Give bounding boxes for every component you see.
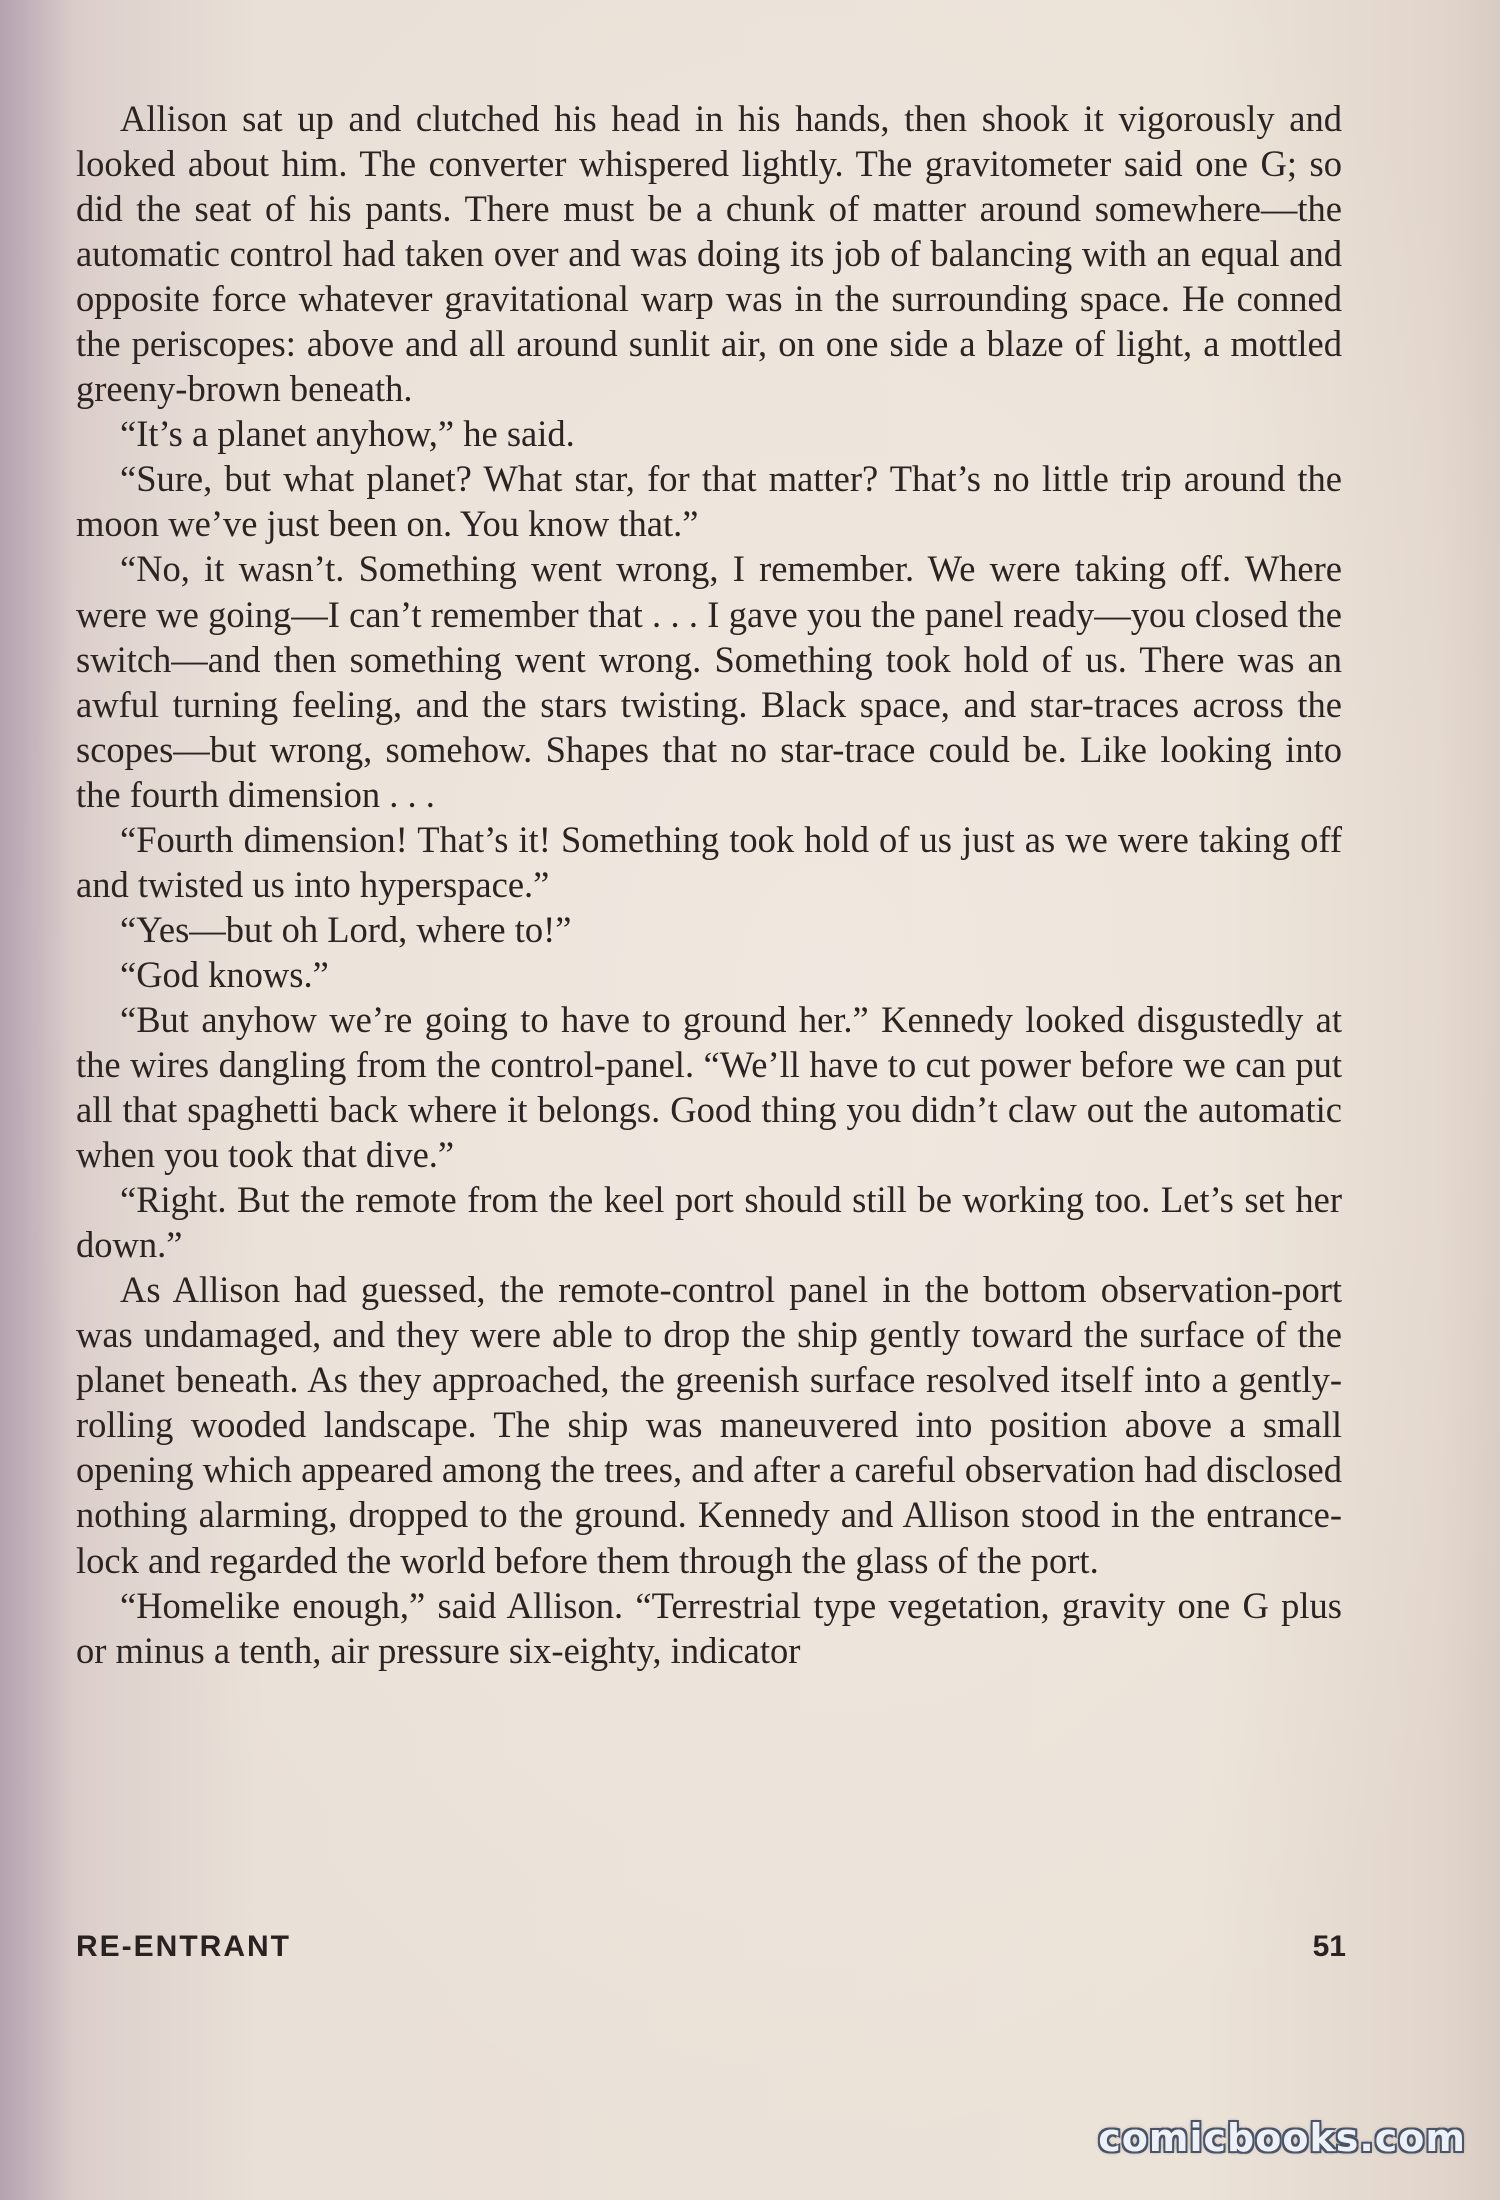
- paragraph-10: As Allison had guessed, the remote-control panel in the bottom observation-port was undamaged, and they were able to drop the ship gently toward the surface of the planet beneath. As they approached, the greenish surface resolved itself into a gently-rolling wooded landscape. The ship was maneuvered into position above a small opening which appeared among the trees, and after a careful observation had disclosed nothing alarming, dropped to the ground. Kennedy and Allison stood in the entrance-lock and regarded the world before them through the glass of the port.: [76, 1269, 1342, 1581]
- paragraph-1: Allison sat up and clutched his head in his hands, then shook it vigorously and looked about him. The converter whispered lightly. The gravitometer said one G; so did the seat of his pants. There must be a chunk of matter around somewhere—the automatic control had taken over and was doing its job of balancing with an equal and opposite force whatever gravitational warp was in the surrounding space. He conned the periscopes: above and all around sunlit air, on one side a blaze of light, a mottled greeny-brown beneath.: [76, 98, 1342, 410]
- paragraph-8: “But anyhow we’re going to have to ground her.” Kennedy looked disgustedly at the wires dangling from the control-panel. “We’ll have to cut power before we can put all that spaghetti back where it belongs. Good thing you didn’t claw out the automatic when you took that dive.”: [76, 998, 1342, 1176]
- paragraph-2: “It’s a planet anyhow,” he said.: [120, 413, 575, 455]
- paragraph-7: “God knows.”: [120, 953, 329, 995]
- running-head: RE-ENTRANT: [76, 1930, 291, 1963]
- paragraph-4: “No, it wasn’t. Something went wrong, I remember. We were taking off. Where were we going—I can’t remember that . . . I gave you the panel ready—you closed the switch—and then something went wrong. Something took hold of us. There was an awful turning feeling, and the stars twisting. Black space, and star-traces across the scopes—but wrong, somehow. Shapes that no star-trace could be. Like looking into the fourth dimension . . .: [76, 548, 1342, 815]
- page-number: 51: [1312, 1930, 1346, 1963]
- paragraph-3: “Sure, but what planet? What star, for that matter? That’s no little trip around the moon we’ve just been on. You know that.”: [76, 458, 1342, 545]
- page-footer: [76, 1930, 1346, 1970]
- paragraph-11: “Homelike enough,” said Allison. “Terrestrial type vegetation, gravity one G plus or minus a tenth, air pressure six-eighty, indicator: [76, 1584, 1342, 1671]
- spine-shadow: [0, 0, 70, 2200]
- story-text: [76, 96, 1342, 1896]
- watermark: comicbooks.com: [1098, 2116, 1466, 2160]
- paragraph-6: “Yes—but oh Lord, where to!”: [120, 908, 572, 950]
- paragraph-5: “Fourth dimension! That’s it! Something took hold of us just as we were taking off and twisted us into hyperspace.”: [76, 818, 1342, 905]
- paragraph-9: “Right. But the remote from the keel port should still be working too. Let’s set her down.”: [76, 1179, 1342, 1266]
